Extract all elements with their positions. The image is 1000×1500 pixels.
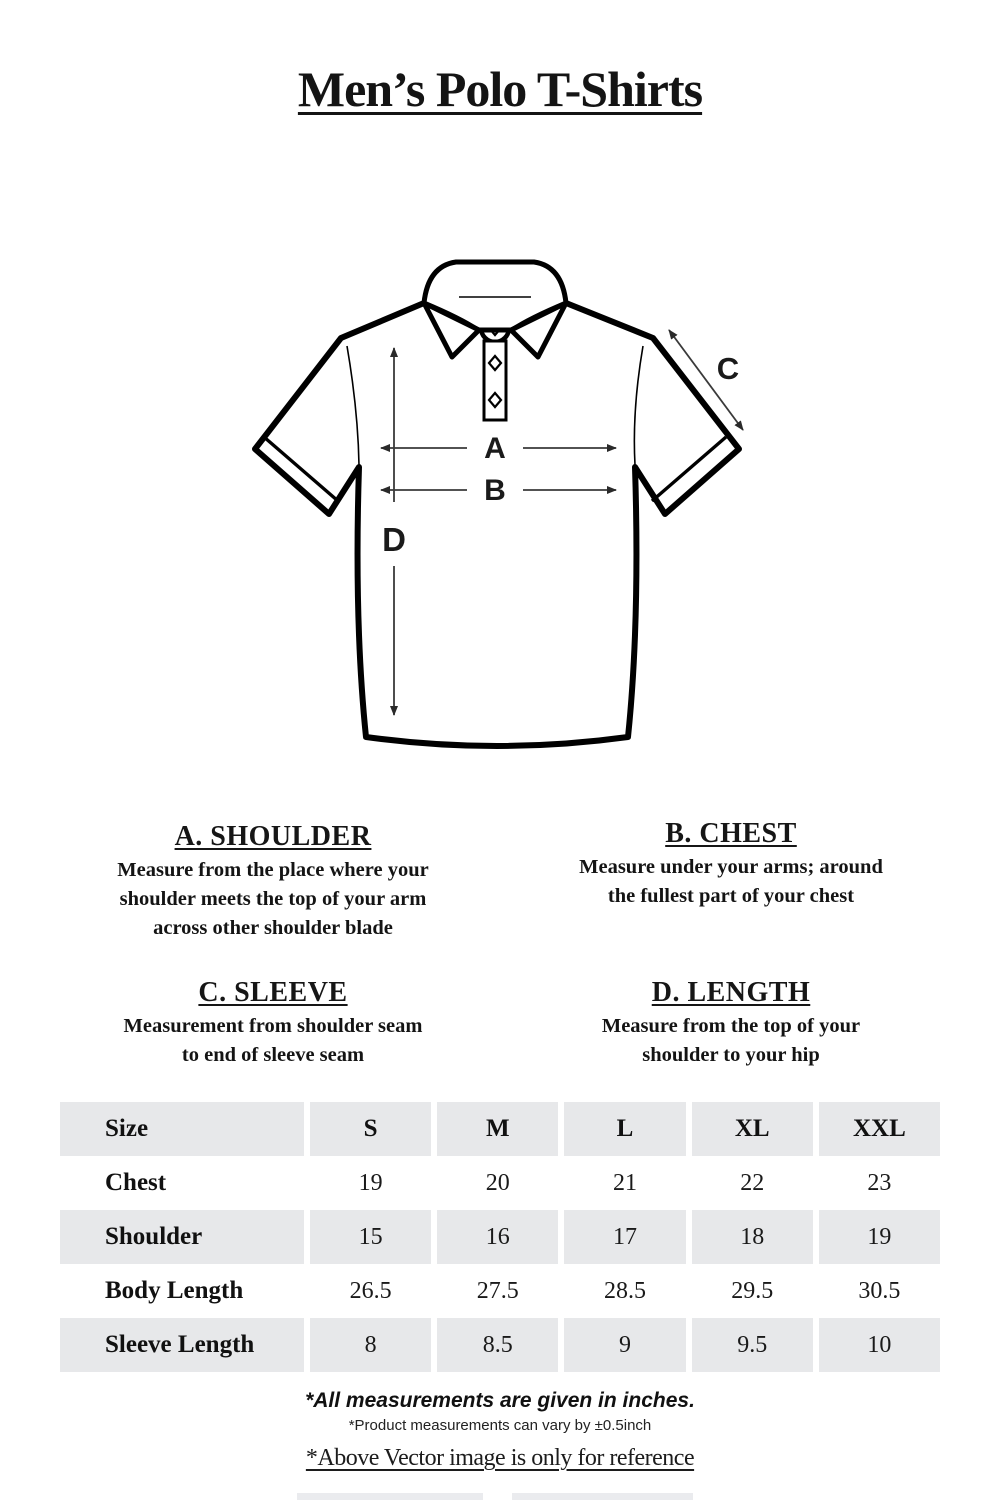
section-sleeve-heading: C. SLEEVE	[198, 977, 348, 1008]
polo-shirt-diagram	[230, 252, 770, 777]
section-shoulder-line: Measure from the place where your	[117, 859, 429, 881]
table-cell: 17	[564, 1210, 685, 1264]
table-cell: 28.5	[603, 1277, 646, 1304]
table-cell: 15	[310, 1210, 431, 1264]
footnote-reference: *Above Vector image is only for reference	[305, 1445, 695, 1471]
table-cell: 19	[819, 1210, 940, 1264]
section-chest-line: the fullest part of your chest	[607, 885, 855, 907]
column-header-m: M	[437, 1102, 558, 1156]
table-cell: 16	[437, 1210, 558, 1264]
section-length-line: Measure from the top of your	[601, 1015, 861, 1037]
page-title: Men’s Polo T-Shirts	[297, 61, 703, 117]
column-header-s: S	[310, 1102, 431, 1156]
table-cell: 18	[692, 1210, 813, 1264]
table-cell: 21	[612, 1169, 637, 1196]
table-row-sleeve-length	[60, 1318, 940, 1372]
table-cell: 20	[485, 1169, 510, 1196]
table-cell: 23	[867, 1169, 892, 1196]
section-chest-line: Measure under your arms; around	[579, 856, 883, 878]
measure-label-c: C	[716, 351, 740, 386]
size-chart-table	[60, 1102, 940, 1372]
table-cell: 10	[819, 1318, 940, 1372]
table-cell: 22	[740, 1169, 765, 1196]
table-cell: 26.5	[349, 1277, 392, 1304]
footnote-units: *All measurements are given in inches.	[305, 1389, 695, 1412]
section-chest-heading: B. CHEST	[665, 818, 797, 849]
measure-label-a: A	[484, 432, 506, 465]
section-length-line: shoulder to your hip	[642, 1044, 820, 1066]
table-cell: 9.5	[692, 1318, 813, 1372]
measure-label-d: D	[382, 521, 406, 558]
table-cell: 19	[358, 1169, 383, 1196]
section-length	[511, 977, 951, 1070]
table-row-chest	[60, 1156, 940, 1210]
table-header-row	[60, 1102, 940, 1156]
table-cell: 8	[310, 1318, 431, 1372]
column-header-xxl: XXL	[819, 1102, 940, 1156]
section-shoulder-line: across other shoulder blade	[153, 917, 393, 939]
section-sleeve	[53, 977, 493, 1070]
table-row-body-length	[60, 1264, 940, 1318]
footnotes	[0, 1389, 1000, 1472]
column-header-xl: XL	[692, 1102, 813, 1156]
partial-next-row-strip	[512, 1493, 693, 1500]
section-sleeve-line: Measurement from shoulder seam	[123, 1015, 423, 1037]
section-chest	[511, 818, 951, 911]
table-cell: 27.5	[476, 1277, 519, 1304]
section-shoulder-line: shoulder meets the top of your arm	[119, 888, 427, 910]
column-header-l: L	[564, 1102, 685, 1156]
section-shoulder	[53, 821, 493, 943]
table-cell: 29.5	[731, 1277, 774, 1304]
table-cell: 30.5	[858, 1277, 901, 1304]
row-label-shoulder: Shoulder	[60, 1210, 304, 1264]
row-label-body-length: Body Length	[105, 1277, 244, 1304]
section-sleeve-line: to end of sleeve seam	[181, 1044, 365, 1066]
section-shoulder-heading: A. SHOULDER	[174, 821, 372, 852]
footnote-tolerance: *Product measurements can vary by ±0.5inch	[348, 1417, 652, 1434]
row-label-sleeve-length: Sleeve Length	[60, 1318, 304, 1372]
polo-shirt-illustration-svg	[230, 252, 770, 777]
measure-label-b: B	[484, 474, 506, 507]
partial-next-row-strip	[297, 1493, 483, 1500]
table-cell: 9	[564, 1318, 685, 1372]
table-row-shoulder	[60, 1210, 940, 1264]
row-label-chest: Chest	[105, 1169, 167, 1196]
section-length-heading: D. LENGTH	[651, 977, 811, 1008]
page-title-wrap	[0, 60, 1000, 118]
column-header-size: Size	[60, 1102, 304, 1156]
table-cell: 8.5	[437, 1318, 558, 1372]
